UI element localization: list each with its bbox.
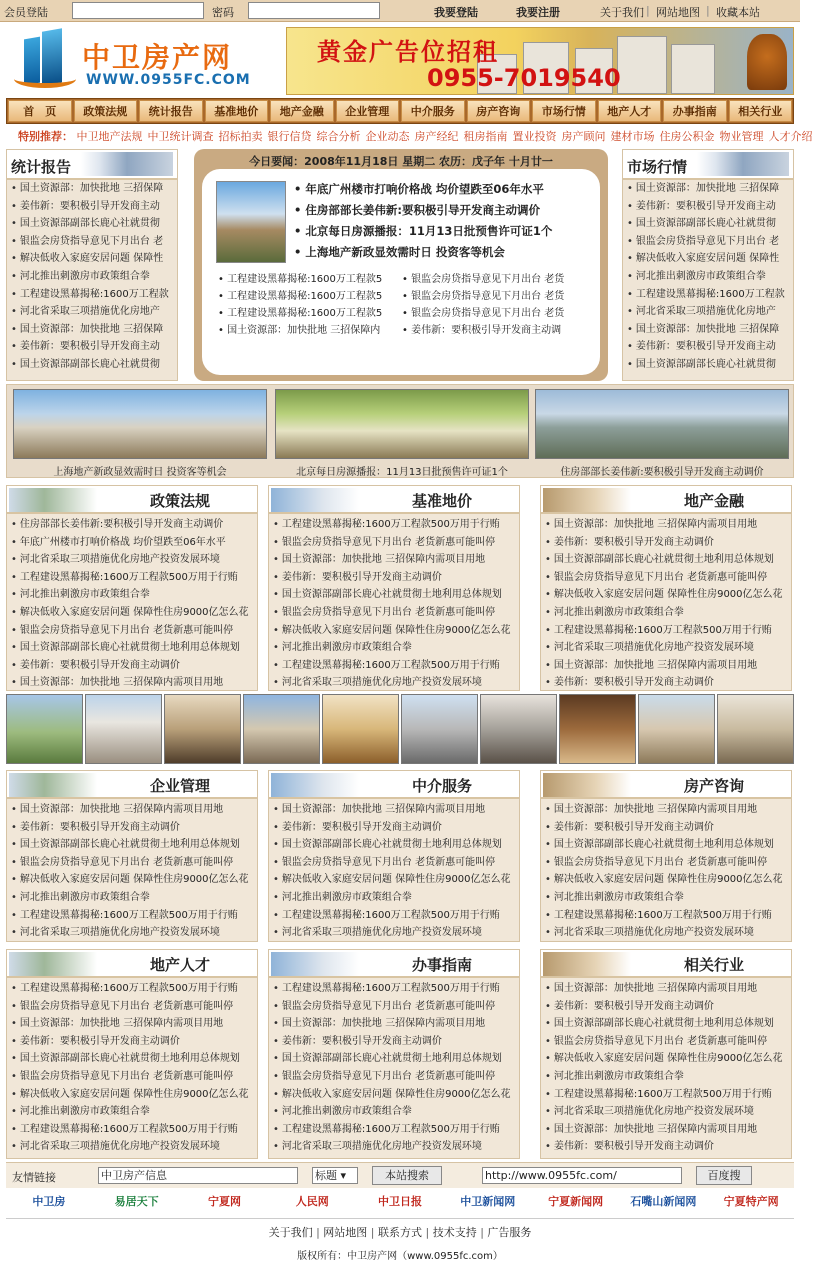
recommend-link[interactable]: 人才介绍 [768, 130, 813, 143]
partner-logo[interactable]: 宁夏特产网 [723, 1195, 779, 1208]
recommend-link[interactable]: 置业投资 [512, 130, 557, 143]
footer-link[interactable]: 联系方式 [378, 1226, 422, 1239]
list-item[interactable]: • 河北省采取三项措施优化房地产投资发展环境 [269, 924, 519, 942]
list-item[interactable]: • 河北推出刺激房市政策组合拳 [541, 1068, 791, 1086]
section-header-image [543, 488, 631, 512]
list-item[interactable]: • 国土资源部副部长鹿心社就贯彻土地利用总体规划 [7, 1050, 257, 1068]
partner-logo[interactable]: 中卫房 [32, 1195, 66, 1208]
news-link[interactable]: • 国土资源部：加快批地 三招保障内 [218, 322, 402, 339]
list-item[interactable]: • 河北省采取三项措施优化房地产 [623, 303, 793, 321]
news-link[interactable]: • 工程建设黑幕揭秘:1600万工程款5 [218, 305, 402, 322]
gallery-photo[interactable] [559, 694, 636, 764]
list-item[interactable]: • 国土资源部：加快批地 三招保障内需项目用地 [269, 1015, 519, 1033]
list-item[interactable]: • 银监会房贷指导意见下月出台 老货新惠可能叫停 [269, 534, 519, 552]
gallery-photo[interactable] [85, 694, 162, 764]
list-item[interactable]: • 工程建设黑幕揭秘:1600万工程款500万用于行贿 [541, 1086, 791, 1104]
recommend-link[interactable]: 综合分析 [316, 130, 361, 143]
list-item[interactable]: • 国土资源部副部长鹿心社就贯彻 [623, 215, 793, 233]
recommend-bar [18, 128, 818, 144]
partner-logo[interactable]: 中卫日报 [378, 1195, 423, 1208]
member-label: 会员登陆 [4, 6, 48, 19]
recommend-link[interactable]: 建材市场 [610, 130, 655, 143]
list-item[interactable]: • 姜伟新：要积极引导开发商主动调价 [541, 819, 791, 837]
section-3 [540, 485, 792, 691]
list-item[interactable]: • 银监会房贷指导意见下月出台 老 [7, 233, 177, 251]
section-list [7, 978, 257, 1156]
recommend-link[interactable]: 租房指南 [463, 130, 508, 143]
list-item[interactable]: • 工程建设黑幕揭秘:1600万工程款500万用于行贿 [541, 907, 791, 925]
list-item[interactable]: • 河北推出刺激房市政策组合拳 [541, 889, 791, 907]
market-box [622, 149, 794, 381]
footer-link[interactable]: 广告服务 [487, 1226, 532, 1239]
section-title[interactable]: 企业管理 [149, 777, 210, 795]
section-header-image [9, 952, 97, 976]
section-title[interactable]: 地产金融 [683, 492, 744, 510]
list-item[interactable]: • 国土资源部副部长鹿心社就贯彻 [7, 356, 177, 374]
list-item[interactable]: • 姜伟新：要积极引导开发商主动 [7, 338, 177, 356]
list-item[interactable]: • 姜伟新：要积极引导开发商主动调价 [7, 819, 257, 837]
logo-url: WWW.0955FC.COM [86, 72, 251, 88]
list-item[interactable]: • 解决低收入家庭安居问题 保障性住房9000亿怎么花 [541, 586, 791, 604]
section-title[interactable]: 办事指南 [411, 956, 472, 974]
list-item[interactable]: • 国土资源部：加快批地 三招保障内需项目用地 [541, 516, 791, 534]
list-item[interactable]: • 解决低收入家庭安居问题 保障性 [7, 250, 177, 268]
nav-item[interactable]: 企业管理 [336, 100, 400, 122]
box-header-image [697, 152, 789, 176]
list-item[interactable]: • 国土资源部：加快批地 三招保障内需项目用地 [541, 980, 791, 998]
list-item[interactable]: • 河北省采取三项措施优化房地产投资发展环境 [7, 1138, 257, 1156]
list-item[interactable]: • 工程建设黑幕揭秘:1600万工程款500万用于行贿 [541, 622, 791, 640]
section-1 [6, 485, 258, 691]
nav-item[interactable]: 统计报告 [139, 100, 203, 122]
small-news-grid [218, 271, 598, 339]
list-item[interactable]: • 国土资源部副部长鹿心社就贯彻土地利用总体规划 [7, 836, 257, 854]
partner-logo[interactable]: 宁夏新闻网 [548, 1195, 604, 1208]
list-item[interactable]: • 姜伟新：要积极引导开发商主动调价 [541, 1138, 791, 1156]
footer-link[interactable]: 技术支持 [432, 1226, 477, 1239]
section-header-image [543, 773, 631, 797]
list-item[interactable]: • 工程建设黑幕揭秘:1600万工程款500万用于行贿 [269, 657, 519, 675]
sitemap-link[interactable]: 网站地图 [656, 6, 700, 19]
list-item[interactable]: • 工程建设黑幕揭秘:1600万工程款 [7, 286, 177, 304]
nav-item[interactable]: 地产人才 [598, 100, 662, 122]
box-header-image [81, 152, 173, 176]
news-thumbnail[interactable] [216, 181, 286, 263]
list-item[interactable]: • 国土资源部：加快批地 三招保障内需项目用地 [7, 801, 257, 819]
list-item[interactable]: • 国土资源部：加快批地 三招保障 [7, 180, 177, 198]
recommend-link[interactable]: 招标拍卖 [218, 130, 263, 143]
list-item[interactable]: • 河北推出刺激房市政策组合拳 [269, 889, 519, 907]
section-list [541, 978, 791, 1156]
partner-logo[interactable]: 宁夏网 [207, 1195, 241, 1208]
list-item[interactable]: • 姜伟新：要积极引导开发商主动调价 [269, 819, 519, 837]
section-header-image [271, 773, 359, 797]
footer-link[interactable]: 网站地图 [323, 1226, 368, 1239]
nav-item[interactable]: 相关行业 [729, 100, 793, 122]
main-nav [6, 98, 794, 124]
nav-item[interactable]: 地产金融 [270, 100, 334, 122]
list-item[interactable]: • 河北推出刺激房市政策组合拳 [269, 639, 519, 657]
list-item[interactable]: • 工程建设黑幕揭秘:1600万工程款500万用于行贿 [7, 569, 257, 587]
section-2 [268, 949, 520, 1159]
list-item[interactable]: • 河北省采取三项措施优化房地产投资发展环境 [7, 551, 257, 569]
list-item[interactable]: • 国土资源部：加快批地 三招保障 [623, 321, 793, 339]
nav-item[interactable]: 基准地价 [205, 100, 269, 122]
recommend-link[interactable]: 中卫地产法规 [76, 130, 143, 143]
list-item[interactable]: • 银监会房贷指导意见下月出台 老货新惠可能叫停 [541, 854, 791, 872]
section-list [269, 514, 519, 692]
list-item[interactable]: • 银监会房贷指导意见下月出台 老货新惠可能叫停 [7, 998, 257, 1016]
section-2 [268, 770, 520, 942]
list-item[interactable]: • 工程建设黑幕揭秘:1600万工程款500万用于行贿 [269, 516, 519, 534]
section-3 [540, 949, 792, 1159]
chevron-down-icon: ▾ [340, 1169, 347, 1182]
list-item[interactable]: • 河北推出刺激房市政策组合拳 [7, 1103, 257, 1121]
list-item[interactable]: • 年底广州楼市打响价格战 均价望跌至06年水平 [7, 534, 257, 552]
list-item[interactable]: • 姜伟新：要积极引导开发商主动调价 [269, 1033, 519, 1051]
list-item[interactable]: • 姜伟新：要积极引导开发商主动 [623, 198, 793, 216]
partner-logo[interactable]: 易居天下 [114, 1195, 159, 1208]
partner-logos [6, 1190, 794, 1214]
section-list [541, 514, 791, 692]
headline[interactable]: • 住房部部长姜伟新:要积极引导开发商主动调价 [294, 200, 594, 221]
recommend-link[interactable]: 物业管理 [719, 130, 764, 143]
nav-item[interactable]: 办事指南 [663, 100, 727, 122]
list-item[interactable]: • 银监会房贷指导意见下月出台 老货新惠可能叫停 [269, 854, 519, 872]
recommend-link[interactable]: 中卫统计调查 [147, 130, 214, 143]
photo-caption[interactable]: 住房部部长姜伟新:要积极引导开发商主动调价 [560, 467, 764, 478]
footer-link[interactable]: 关于我们 [268, 1226, 313, 1239]
list-item[interactable]: • 姜伟新：要积极引导开发商主动调价 [269, 569, 519, 587]
login-bar: 会员登陆 密码 我要登陆 我要注册 关于我们 | 网站地图 | 收藏本站 [0, 0, 800, 22]
list-item[interactable]: • 工程建设黑幕揭秘:1600万工程款500万用于行贿 [269, 1121, 519, 1139]
list-item[interactable]: • 河北推出刺激房市政策组合拳 [541, 604, 791, 622]
list-item[interactable]: • 解决低收入家庭安居问题 保障性住房9000亿怎么花 [7, 1086, 257, 1104]
today-date: 今日要闻：2008年11月18日 星期二 农历：戊子年 十月廿一 [249, 155, 553, 168]
news-link[interactable]: • 姜伟新：要积极引导开发商主动调 [402, 322, 588, 339]
headline-list [294, 179, 594, 263]
today-news-box [194, 149, 608, 381]
list-item[interactable]: • 国土资源部副部长鹿心社就贯彻土地利用总体规划 [269, 1050, 519, 1068]
list-item[interactable]: • 国土资源部：加快批地 三招保障内需项目用地 [7, 1015, 257, 1033]
section-1 [6, 949, 258, 1159]
field-select[interactable]: 标题 ▾ [312, 1167, 358, 1184]
box-title: 统计报告 [11, 158, 72, 176]
list-item[interactable]: • 河北推出刺激房市政策组合拳 [7, 586, 257, 604]
news-link[interactable]: • 工程建设黑幕揭秘:1600万工程款5 [218, 271, 402, 288]
list-item[interactable]: • 解决低收入家庭安居问题 保障性住房9000亿怎么花 [269, 871, 519, 889]
list-item[interactable]: • 河北省采取三项措施优化房地产投资发展环境 [541, 1103, 791, 1121]
site-search-button[interactable]: 本站搜索 [372, 1166, 442, 1185]
list-item[interactable]: • 国土资源部副部长鹿心社就贯彻土地利用总体规划 [541, 551, 791, 569]
recommend-link[interactable]: 企业动态 [365, 130, 410, 143]
list-item[interactable]: • 国土资源部：加快批地 三招保障内需项目用地 [541, 801, 791, 819]
section-1 [6, 770, 258, 942]
logo-title: 中卫房产网 [82, 41, 233, 74]
list-item[interactable]: • 河北省采取三项措施优化房地产投资发展环境 [541, 924, 791, 942]
list-item[interactable]: • 姜伟新：要积极引导开发商主动调价 [7, 1033, 257, 1051]
section-header-image [271, 952, 359, 976]
section-list [269, 978, 519, 1156]
list-item[interactable]: • 银监会房贷指导意见下月出台 老货新惠可能叫停 [7, 854, 257, 872]
list-item[interactable]: • 工程建设黑幕揭秘:1600万工程款 [623, 286, 793, 304]
section-header-image [9, 488, 97, 512]
section-header-image [543, 952, 631, 976]
stats-report-list [7, 180, 177, 374]
section-title[interactable]: 地产人才 [149, 956, 210, 974]
market-list [623, 180, 793, 374]
gallery-photo[interactable] [243, 694, 320, 764]
list-item[interactable]: • 姜伟新：要积极引导开发商主动 [7, 198, 177, 216]
recommend-link[interactable]: 房产经纪 [414, 130, 459, 143]
list-item[interactable]: • 国土资源部：加快批地 三招保障内需项目用地 [269, 551, 519, 569]
ad-banner[interactable] [286, 27, 794, 95]
nav-item[interactable]: 政策法规 [74, 100, 138, 122]
list-item[interactable]: • 河北推出刺激房市政策组合拳 [623, 268, 793, 286]
list-item[interactable]: • 国土资源部：加快批地 三招保障 [623, 180, 793, 198]
list-item[interactable]: • 工程建设黑幕揭秘:1600万工程款500万用于行贿 [269, 907, 519, 925]
list-item[interactable]: • 工程建设黑幕揭秘:1600万工程款500万用于行贿 [269, 980, 519, 998]
news-link[interactable]: • 银监会房贷指导意见下月出台 老货 [402, 288, 588, 305]
list-item[interactable]: • 河北推出刺激房市政策组合拳 [7, 268, 177, 286]
section-title[interactable]: 中介服务 [411, 777, 472, 795]
copyright: 版权所有：中卫房产网（www.0955fc.com） [297, 1251, 503, 1262]
friend-links-bar [6, 1162, 794, 1188]
list-item[interactable]: • 银监会房贷指导意见下月出台 老 [623, 233, 793, 251]
gallery-photo[interactable] [322, 694, 399, 764]
list-item[interactable]: • 解决低收入家庭安居问题 保障性住房9000亿怎么花 [541, 1050, 791, 1068]
headline[interactable]: • 上海地产新政显效需时日 投资客等机会 [294, 242, 594, 263]
list-item[interactable]: • 国土资源部副部长鹿心社就贯彻 [7, 215, 177, 233]
bookmark-link[interactable]: 收藏本站 [716, 6, 760, 19]
list-item[interactable]: • 解决低收入家庭安居问题 保障性住房9000亿怎么花 [269, 1086, 519, 1104]
section-title[interactable]: 房产咨询 [683, 777, 744, 795]
list-item[interactable]: • 银监会房贷指导意见下月出台 老货新惠可能叫停 [269, 998, 519, 1016]
list-item[interactable]: • 姜伟新：要积极引导开发商主动调价 [541, 674, 791, 692]
password-label: 密码 [212, 6, 234, 19]
news-link[interactable]: • 银监会房贷指导意见下月出台 老货 [402, 305, 588, 322]
list-item[interactable]: • 解决低收入家庭安居问题 保障性住房9000亿怎么花 [541, 871, 791, 889]
login-button[interactable]: 我要登陆 [434, 6, 478, 19]
list-item[interactable]: • 银监会房贷指导意见下月出台 老货新惠可能叫停 [269, 604, 519, 622]
list-item[interactable]: • 国土资源部副部长鹿心社就贯彻土地利用总体规划 [541, 1015, 791, 1033]
password-input[interactable] [248, 2, 380, 19]
list-item[interactable]: • 国土资源部副部长鹿心社就贯彻土地利用总体规划 [7, 639, 257, 657]
photo-shanghai[interactable] [13, 389, 267, 459]
list-item[interactable]: • 河北省采取三项措施优化房地产投资发展环境 [7, 924, 257, 942]
nav-item[interactable]: 市场行情 [532, 100, 596, 122]
logo-building-icon [14, 30, 76, 90]
nav-item[interactable]: 房产咨询 [467, 100, 531, 122]
list-item[interactable]: • 解决低收入家庭安居问题 保障性住房9000亿怎么花 [7, 871, 257, 889]
list-item[interactable]: • 国土资源部副部长鹿心社就贯彻 [623, 356, 793, 374]
recommend-link[interactable]: 银行信贷 [267, 130, 312, 143]
banner-phone: 0955-7019540 [427, 64, 621, 92]
gallery-photo[interactable] [480, 694, 557, 764]
news-link[interactable]: • 银监会房贷指导意见下月出台 老货 [402, 271, 588, 288]
about-link[interactable]: 关于我们 [600, 6, 644, 19]
headline[interactable]: • 北京每日房源播报：11月13日批预售许可证1个 [294, 221, 594, 242]
section-list [269, 799, 519, 942]
list-item[interactable]: • 工程建设黑幕揭秘:1600万工程款500万用于行贿 [7, 1121, 257, 1139]
photo-housing[interactable] [535, 389, 789, 459]
list-item[interactable]: • 银监会房贷指导意见下月出台 老货新惠可能叫停 [541, 569, 791, 587]
list-item[interactable]: • 银监会房贷指导意见下月出台 老货新惠可能叫停 [7, 622, 257, 640]
list-item[interactable]: • 住房部部长姜伟新:要积极引导开发商主动调价 [7, 516, 257, 534]
news-link[interactable]: • 工程建设黑幕揭秘:1600万工程款5 [218, 288, 402, 305]
list-item[interactable]: • 银监会房贷指导意见下月出台 老货新惠可能叫停 [541, 1033, 791, 1051]
list-item[interactable]: • 国土资源部：加快批地 三招保障内需项目用地 [269, 801, 519, 819]
recommend-link[interactable]: 房产顾问 [561, 130, 606, 143]
section-title[interactable]: 相关行业 [683, 956, 744, 974]
list-item[interactable]: • 国土资源部副部长鹿心社就贯彻土地利用总体规划 [541, 836, 791, 854]
list-item[interactable]: • 工程建设黑幕揭秘:1600万工程款500万用于行贿 [7, 980, 257, 998]
list-item[interactable]: • 银监会房贷指导意见下月出台 老货新惠可能叫停 [7, 1068, 257, 1086]
gallery-photo[interactable] [6, 694, 83, 764]
section-2 [268, 485, 520, 691]
photo-gallery-row [6, 694, 794, 764]
recommend-link[interactable]: 住房公积金 [659, 130, 715, 143]
friend-links-label: 友情链接 [12, 1171, 56, 1184]
gallery-photo[interactable] [164, 694, 241, 764]
section-header-image [9, 773, 97, 797]
list-item[interactable]: • 河北省采取三项措施优化房地产 [7, 303, 177, 321]
member-input[interactable] [72, 2, 204, 19]
list-item[interactable]: • 姜伟新：要积极引导开发商主动调价 [541, 998, 791, 1016]
list-item[interactable]: • 国土资源部副部长鹿心社就贯彻土地利用总体规划 [269, 586, 519, 604]
list-item[interactable]: • 姜伟新：要积极引导开发商主动调价 [541, 534, 791, 552]
recommend-label: 特别推荐： [18, 130, 73, 143]
list-item[interactable]: • 解决低收入家庭安居问题 保障性住房9000亿怎么花 [7, 604, 257, 622]
photo-beijing[interactable] [275, 389, 529, 459]
photo-news-strip [6, 384, 794, 478]
partner-logo[interactable]: 中卫新闻网 [460, 1195, 516, 1208]
footer-links: 关于我们 | 网站地图 | 联系方式 | 技术支持 | 广告服务 [268, 1226, 532, 1239]
list-item[interactable]: • 姜伟新：要积极引导开发商主动调价 [7, 657, 257, 675]
list-item[interactable]: • 国土资源部副部长鹿心社就贯彻土地利用总体规划 [269, 836, 519, 854]
nav-item[interactable]: 中介服务 [401, 100, 465, 122]
photo-caption[interactable]: 上海地产新政显效需时日 投资客等机会 [53, 467, 227, 478]
lion-statue-icon [747, 34, 787, 90]
stats-report-box [6, 149, 178, 381]
list-item[interactable]: • 解决低收入家庭安居问题 保障性住房9000亿怎么花 [269, 622, 519, 640]
section-title[interactable]: 政策法规 [149, 492, 210, 510]
list-item[interactable]: • 姜伟新：要积极引导开发商主动 [623, 338, 793, 356]
register-button[interactable]: 我要注册 [516, 6, 560, 19]
site-logo[interactable] [8, 28, 278, 94]
section-title[interactable]: 基准地价 [411, 492, 472, 510]
list-item[interactable]: • 河北省采取三项措施优化房地产投资发展环境 [541, 639, 791, 657]
gallery-photo[interactable] [401, 694, 478, 764]
baidu-search-button[interactable]: 百度搜 [696, 1166, 752, 1185]
list-item[interactable]: • 河北推出刺激房市政策组合拳 [269, 1103, 519, 1121]
list-item[interactable]: • 国土资源部：加快批地 三招保障 [7, 321, 177, 339]
gallery-photo[interactable] [638, 694, 715, 764]
url-input[interactable]: http://www.0955fc.com/ [482, 1167, 682, 1184]
list-item[interactable]: • 河北推出刺激房市政策组合拳 [7, 889, 257, 907]
list-item[interactable]: • 银监会房贷指导意见下月出台 老货新惠可能叫停 [269, 1068, 519, 1086]
partner-logo[interactable]: 石嘴山新闻网 [630, 1195, 697, 1208]
gallery-photo[interactable] [717, 694, 794, 764]
section-3 [540, 770, 792, 942]
section-list [541, 799, 791, 942]
list-item[interactable]: • 国土资源部：加快批地 三招保障内需项目用地 [7, 674, 257, 692]
list-item[interactable]: • 国土资源部：加快批地 三招保障内需项目用地 [541, 657, 791, 675]
photo-caption[interactable]: 北京每日房源播报：11月13日批预售许可证1个 [296, 467, 508, 478]
list-item[interactable]: • 工程建设黑幕揭秘:1600万工程款500万用于行贿 [7, 907, 257, 925]
banner-title: 黄金广告位招租 [317, 38, 499, 66]
section-list [7, 514, 257, 692]
box-title: 市场行情 [627, 158, 688, 176]
partner-logo[interactable]: 人民网 [295, 1195, 329, 1208]
section-list [7, 799, 257, 942]
list-item[interactable]: • 国土资源部：加快批地 三招保障内需项目用地 [541, 1121, 791, 1139]
list-item[interactable]: • 河北省采取三项措施优化房地产投资发展环境 [269, 1138, 519, 1156]
list-item[interactable]: • 解决低收入家庭安居问题 保障性 [623, 250, 793, 268]
category-select[interactable]: 中卫房产信息 [98, 1167, 298, 1184]
section-header-image [271, 488, 359, 512]
headline[interactable]: • 年底广州楼市打响价格战 均价望跌至06年水平 [294, 179, 594, 200]
nav-item[interactable]: 首 页 [8, 100, 72, 122]
list-item[interactable]: • 河北省采取三项措施优化房地产投资发展环境 [269, 674, 519, 692]
